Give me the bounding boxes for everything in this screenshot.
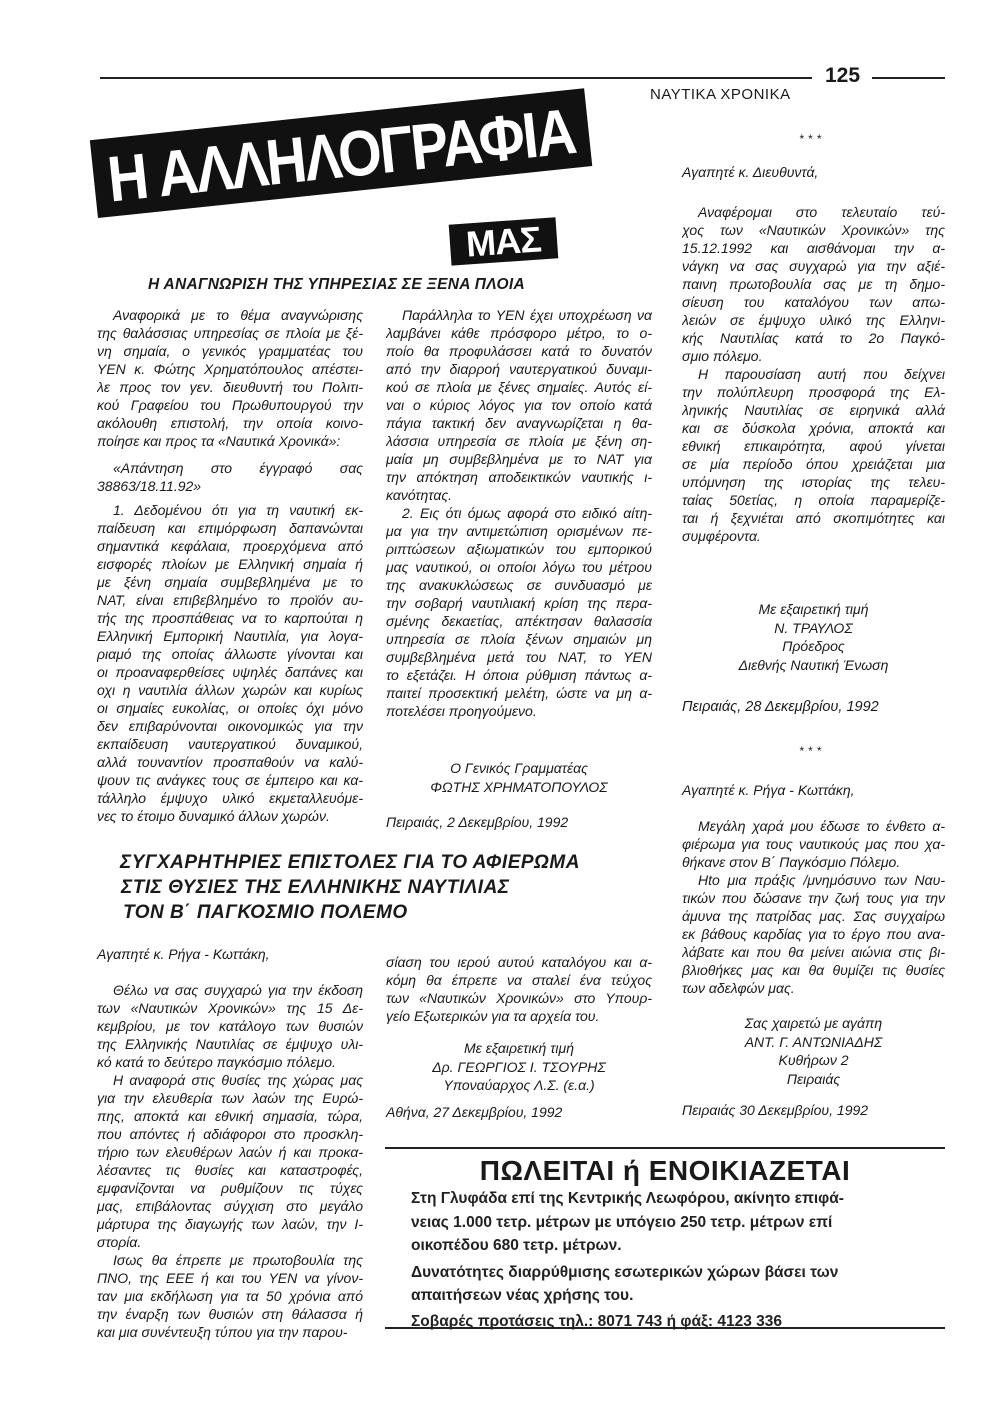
- text-line: για την ελευθερία των λαών της Ευρώ-: [97, 1090, 363, 1106]
- text-line: συμβεβλημένα μετά του ΝΑΤ, το ΥΕΝ: [386, 649, 652, 665]
- article2-column-2: [386, 953, 652, 1025]
- text-line: χος των «Ναυτικών Χρονικών» της: [682, 222, 945, 238]
- text-line: σε μία περίοδο όπου χρειάζεται μια: [682, 456, 945, 472]
- text-line: οι σημαίες ευκολίας, οι οποίες όχι μόνο: [97, 700, 363, 716]
- text-line: τής της προσπάθειας να το καρπούται η: [97, 610, 363, 626]
- text-line: μαία μη συμβεβλημένα με το ΝΑΤ για: [386, 451, 652, 467]
- text-line: οι προαναφερθείσες υψηλές δαπάνες και: [97, 664, 363, 680]
- section-banner-title: Η ΑΛΛΗΛΟΓΡΑΦΙΑ: [90, 88, 592, 218]
- heading-line: ΣΥΓΧΑΡΗΤΗΡΙΕΣ ΕΠΙΣΤΟΛΕΣ ΓΙΑ ΤΟ ΑΦΙΕΡΩΜΑ: [120, 852, 580, 873]
- text-line: μα για την αντιμετώπιση ορισμένων πε-: [386, 523, 652, 539]
- text-line: Ηto μια πράξις /μνημόσυνο των Ναυ-: [698, 872, 945, 888]
- separator-stars: ***: [799, 132, 826, 146]
- text-line: Παράλληλα το ΥΕΝ έχει υποχρέωση να: [402, 307, 652, 323]
- text-line: Η παρουσίαση αυτή που δείχνει: [698, 366, 945, 382]
- text-line: υπηρεσία σε πλοία ξένων σημαιών μη: [386, 631, 652, 647]
- text-line: εμφανίζονται να ρυθμίζουν τις τύχες: [97, 1180, 363, 1196]
- text-line: νη σημαία, ο γενικός γραμματέας του: [97, 343, 363, 359]
- text-line: την σοβαρή ναυτιλιακή κρίση της περα-: [386, 595, 652, 611]
- letter-travlos-body: [682, 203, 945, 545]
- advert-line: νειας 1.000 τετρ. μέτρων με υπόγειο 250 τετρ. μέτρων επί: [411, 1213, 833, 1231]
- text-line: ριαμό της οποίας άλλωστε γίνονται και: [97, 646, 363, 662]
- text-line: τικών που δώσανε την ζωή τους για την: [682, 890, 945, 906]
- signature-closing: Με εξαιρετική τιμή: [758, 601, 869, 617]
- text-line: την έναρξη των θυσιών στη θάλασσα ή: [97, 1306, 363, 1322]
- letter-travlos-date: Πειραιάς, 28 Δεκεμβρίου, 1992: [682, 699, 879, 715]
- text-line: ληνικής Ναυτιλίας σε ειρηνικά αλλά: [682, 402, 945, 418]
- page-number: 125: [825, 64, 861, 87]
- text-line: λάβατε και που θα μείνει αιώνια στις βι-: [682, 944, 945, 960]
- text-line: Μεγάλη χαρά μου έδωσε το ένθετο α-: [698, 818, 945, 834]
- text-line: πάγια τακτική δεν αναγνωρίζεται η θα-: [386, 415, 652, 431]
- text-line: Αναφορικά με το θέμα αναγνώρισης: [113, 307, 363, 323]
- article2-heading: [120, 850, 580, 925]
- text-line: νες το έτοιμο δυναμικό άλλων χωρών.: [97, 808, 330, 824]
- advert-line: Δυνατότητες διαρρύθμισης εσωτερικών χώρων βάσει των: [411, 1263, 839, 1281]
- text-line: μας ναυτικού, οι οποίοι λόγω του μέτρου: [386, 559, 652, 575]
- signature-closing: Σας χαιρετώ με αγάπη: [744, 1015, 883, 1031]
- text-line: εισφορές πλοίων με Ελληνική σημαία ή: [97, 556, 363, 572]
- text-line: Ισως θα έπρεπε με πρωτοβουλία της: [113, 1252, 363, 1268]
- text-line: και σε δύσκολα χρόνια, αποκτά και: [682, 420, 945, 436]
- text-line: ται ή ξεχνιέται από σκοπιμότητες και: [682, 510, 945, 526]
- text-line: δεν επιβαρύνονται οικονομικώς για την: [97, 718, 363, 734]
- signature-city: Πειραιάς: [786, 1070, 841, 1087]
- text-line: κανότητας.: [386, 487, 453, 503]
- text-line: της θαλάσσιας υπηρεσίας σε πλοία με ξέ-: [97, 325, 363, 341]
- text-line: «Απάντηση στο έγγραφό σας: [113, 460, 363, 476]
- text-line: ταίας 50ετίας, η οποία παραμερίζε-: [682, 492, 945, 508]
- text-line: ΥΕΝ κ. Φώτης Χρηματόπουλος απέστει-: [97, 361, 363, 377]
- text-line: Θέλω να σας συγχαρώ για την έκδοση: [113, 982, 363, 998]
- text-line: κό κατά το δεύτερο παγκόσμιο πόλεμο.: [97, 1054, 336, 1070]
- signature-title: Ο Γενικός Γραμματέας: [450, 760, 588, 776]
- text-line: Η αναφορά στις θυσίες της χώρας μας: [113, 1072, 363, 1088]
- text-line: της Ελληνικής Ναυτιλίας σε έμψυχο υλι-: [97, 1036, 363, 1052]
- article2-column-1: [97, 981, 363, 1341]
- text-line: ποίησε και προς τα «Ναυτικά Χρονικά»:: [97, 433, 341, 449]
- separator-stars: ***: [799, 744, 826, 758]
- text-line: γείο Εξωτερικών για τα αρχεία του.: [386, 1008, 600, 1024]
- text-line: το εξετάζει. Η όποια ρύθμιση πάντως α-: [386, 667, 652, 683]
- article1-date: Πειραιάς, 2 Δεκεμβρίου, 1992: [386, 814, 569, 830]
- text-line: ταν μια εκδήλωση για τα 50 χρόνια από: [97, 1288, 363, 1304]
- text-line: 1. Δεδομένου ότι για τη ναυτική εκ-: [113, 502, 363, 518]
- text-line: μάρτυρα της διαγωγής των λαών, την Ι-: [97, 1216, 363, 1232]
- signature-role: Πρόεδρος: [782, 638, 845, 655]
- text-line: της ανακυκλώσεως σε συνδυασμό με: [386, 577, 652, 593]
- text-line: σμιο πόλεμο.: [682, 348, 763, 364]
- text-line: τάλληλο έμψυχο υλικό εκμεταλλευόμε-: [97, 790, 363, 806]
- text-line: ΠΝΟ, της ΕΕΕ ή και του ΥΕΝ να γίνον-: [97, 1270, 363, 1286]
- text-line: παινη πρωτοβουλία σας με τη δημο-: [682, 276, 945, 292]
- text-line: και μια συνέντευξη τύπου για την παρου-: [97, 1324, 348, 1340]
- text-line: φιέρωμα για τους ναυτικούς μας που χα-: [682, 836, 945, 852]
- text-line: λαμβάνει κάθε πρόσφορο μέτρο, το ο-: [386, 325, 652, 341]
- text-line: των «Ναυτικών Χρονικών» στο Υπουρ-: [386, 990, 652, 1006]
- text-line: εθνική επικαιρότητα, αφού γίνεται: [682, 438, 945, 454]
- text-line: σημαντικά κεφάλαια, προερχόμενα από: [97, 538, 363, 554]
- letter-greeting: Αγαπητέ κ. Διευθυντά,: [682, 164, 819, 180]
- advert-line: απαιτήσεων νέας χρήσης του.: [411, 1287, 634, 1304]
- signature-name: ΦΩΤΗΣ ΧΡΗΜΑΤΟΠΟΥΛΟΣ: [430, 778, 608, 795]
- text-line: λειών σε έμψυχο υλικό της Ελληνι-: [682, 312, 945, 328]
- header-rule-left: [100, 77, 812, 79]
- text-line: που απόντες ή αδιάφοροι στο προσκλη-: [97, 1126, 363, 1142]
- text-line: υπόμνηση της ιστορίας της τελευ-: [682, 474, 945, 490]
- header-rule-right: [872, 77, 945, 79]
- article1-column-2: [386, 306, 652, 720]
- signature-closing: Με εξαιρετική τιμή: [464, 1040, 574, 1056]
- signature-name: Ν. ΤΡΑΥΛΟΣ: [774, 619, 853, 636]
- text-line: κόμη θα έπρεπε να σταλεί ένα τεύχος: [386, 972, 652, 988]
- heading-line: ΤΟΝ Β΄ ΠΑΓΚΟΣΜΙΟ ΠΟΛΕΜΟ: [123, 902, 408, 923]
- letter-greeting: Αγαπητέ κ. Ρήγα - Κωττάκη,: [682, 782, 855, 798]
- text-line: στορία.: [97, 1234, 142, 1250]
- article-subtitle: Η ΑΝΑΓΝΩΡΙΣΗ ΤΗΣ ΥΠΗΡΕΣΙΑΣ ΣΕ ΞΕΝΑ ΠΛΟΙΑ: [148, 276, 525, 293]
- text-line: από την διαρροή ναυτεργατικού δυναμι-: [386, 361, 652, 377]
- signature-address: Κυθήρων 2: [778, 1052, 849, 1069]
- text-line: 38863/18.11.92»: [97, 478, 202, 494]
- text-line: με ξένη σημαία συμβεβλημένα με το: [97, 574, 363, 590]
- article2-greeting: Αγαπητέ κ. Ρήγα - Κωττάκη,: [97, 946, 270, 962]
- text-line: θήκανε στον Β΄ Παγκόσμιο Πόλεμο.: [682, 854, 901, 870]
- text-line: την απόκτηση αποδεικτικών ναυτικής ι-: [386, 469, 652, 485]
- text-line: κού σε πλοία με ξένες σημαίες. Αυτός εί-: [386, 379, 652, 395]
- signature-rank: Υποναύαρχος Λ.Σ. (ε.α.): [443, 1077, 595, 1094]
- paragraph-gap: [97, 450, 363, 459]
- text-line: εκ βάθους καρδίας για το έργο που ανα-: [682, 926, 945, 942]
- advert-line: οικοπέδου 680 τετρ. μέτρων.: [411, 1237, 622, 1254]
- signature-name: Δρ. ΓΕΩΡΓΙΟΣ Ι. ΤΣΟΥΡΗΣ: [432, 1058, 606, 1075]
- article2-signature: [386, 1039, 652, 1095]
- text-line: την πολύπλευρη προσφορά της Ελ-: [682, 384, 945, 400]
- article1-signature: [386, 759, 652, 796]
- text-line: ριπτώσεων αξιωματικών του εμπορικού: [386, 541, 652, 557]
- text-line: ποτελέσει προηγούμενο.: [386, 703, 537, 719]
- text-line: σίευση του καταλόγου των απω-: [682, 294, 945, 310]
- text-line: λε προς τον γεν. διευθυντή του Πολιτι-: [97, 379, 363, 395]
- text-line: ποίο θα προφυλάσσει κατά το δυνατόν: [386, 343, 652, 359]
- text-line: τήριο των ελευθέρων λαών ή και προκα-: [97, 1144, 363, 1160]
- text-line: των αδελφών μας.: [682, 980, 795, 996]
- text-line: Ελληνική Εμπορική Ναυτιλία, για λογα-: [97, 628, 363, 644]
- text-line: Αναφέρομαι στο τελευταίο τεύ-: [698, 204, 945, 220]
- text-line: οχι η ναυτιλία άλλων χωρών και κυρίως: [97, 682, 363, 698]
- text-line: λέσαντες τις θυσίες και καταστροφές,: [97, 1162, 363, 1178]
- text-line: άμυνα της πατρίδας μας. Σας συγχαίρω: [682, 908, 945, 924]
- text-line: παιτεί προσεκτική μελέτη, ώστε να μη α-: [386, 685, 652, 701]
- text-line: κού Γραφείου του Πρωθυπουργού την: [97, 397, 363, 413]
- text-line: 15.12.1992 και αισθάνομαι την α-: [682, 240, 945, 256]
- text-line: των «Ναυτικών Χρονικών» της 15 Δε-: [97, 1000, 363, 1016]
- letter-antoniadis-signature: [682, 1014, 945, 1088]
- text-line: πης, αποκτά και εθνική σημασία, τώρα,: [97, 1108, 363, 1124]
- text-line: ακόλουθη επιστολή, την οποία κοινο-: [97, 415, 363, 431]
- text-line: βλιοθήκες μας και θα θυμίζει τις θυσίες: [682, 962, 945, 978]
- text-line: ναι ο κύριος λόγος για τον οποίο κατά: [386, 397, 652, 413]
- text-line: παίδευση και επιμόρφωση δαπανώνται: [97, 520, 363, 536]
- text-line: κής Ναυτιλίας κατά το 2ο Παγκό-: [682, 330, 945, 346]
- text-line: συμφέροντα.: [682, 528, 761, 544]
- text-line: 2. Εις ότι όμως αφορά στο ειδικό αίτη-: [402, 505, 652, 521]
- article1-column-1: [97, 306, 363, 825]
- signature-name: ΑΝΤ. Γ. ΑΝΤΩΝΙΑΔΗΣ: [744, 1033, 883, 1050]
- letter-antoniadis-body: [682, 817, 945, 997]
- text-line: ψουν τις ανάγκες τους σε έμπειρο και κα-: [97, 772, 363, 788]
- article2-date: Αθήνα, 27 Δεκεμβρίου, 1992: [386, 1104, 563, 1120]
- signature-organization: Διεθνής Ναυτική Ένωση: [738, 656, 889, 673]
- heading-line: ΣΤΙΣ ΘΥΣΙΕΣ ΤΗΣ ΕΛΛΗΝΙΚΗΣ ΝΑΥΤΙΛΙΑΣ: [121, 877, 510, 898]
- text-line: λάσσια υπηρεσία σε πλοία με ξένη ση-: [386, 433, 652, 449]
- text-line: σίαση του ιερού αυτού καταλόγου και α-: [386, 954, 652, 970]
- text-line: εκπαίδευση ναυτεργατικού δυναμικού,: [97, 736, 363, 752]
- advert-line: Σοβαρές προτάσεις τηλ.: 8071 743 ή φάξ: 4123 336: [411, 1312, 782, 1330]
- text-line: αλλά τουναντίον προσπαθούν να καλύ-: [97, 754, 363, 770]
- advert-title: ΠΩΛΕΙΤΑΙ ή ΕΝΟΙΚΙΑΖΕΤΑΙ: [479, 1155, 851, 1186]
- text-line: κεμβρίου, με τον κατάλογο των θυσιών: [97, 1018, 363, 1034]
- text-line: μας, επιβάλοντας σύγχιση στο μεγάλο: [97, 1198, 363, 1214]
- text-line: ΝΑΤ, είναι επιβεβλημένο το προϊόν αυ-: [97, 592, 363, 608]
- letter-travlos-signature: [682, 600, 945, 674]
- classified-advert: [385, 1147, 945, 1329]
- running-title: ΝΑΥΤΙΚΑ ΧΡΟΝΙΚΑ: [650, 86, 791, 103]
- text-line: νάγκη να σας συγχαρώ για την αξιέ-: [682, 258, 945, 274]
- text-line: σμένης δεκαετίας, απέκτησαν θαλασσία: [386, 613, 652, 629]
- advert-line: Στη Γλυφάδα επί της Κεντρικής Λεωφόρου, ακίνητο επιφά-: [411, 1190, 844, 1207]
- section-banner-title-line2: ΜΑΣ: [449, 217, 558, 265]
- letter-antoniadis-date: Πειραιάς 30 Δεκεμβρίου, 1992: [682, 1102, 869, 1118]
